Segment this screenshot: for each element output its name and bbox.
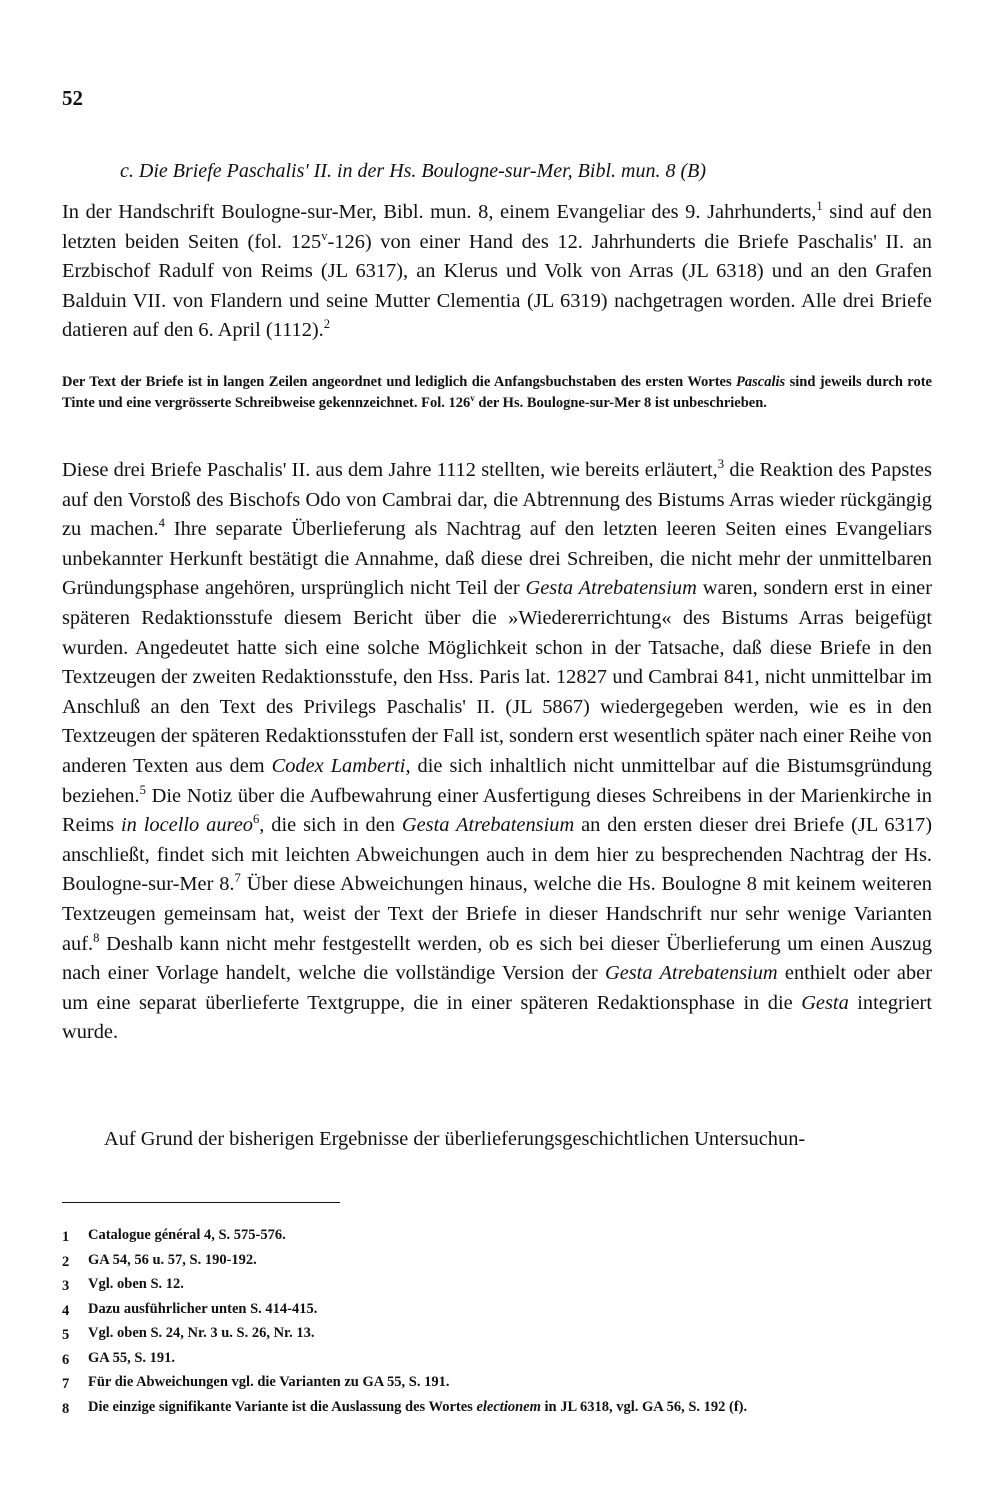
footnote-separator [62,1202,340,1203]
footnote-number: 3 [62,1278,70,1294]
italic-term: Gesta [801,991,849,1014]
footnote-text: Catalogue général 4, S. 575-576. [88,1227,286,1243]
footnote-ref: 8 [93,930,100,945]
text-run: der Hs. Boulogne-sur-Mer 8 ist unbeschrieben. [474,394,767,411]
footnote-ref: 6 [252,812,260,827]
text-run: -126) von einer Hand des 12. Jahrhunderts die Briefe Paschalis' II. an Erzbischof Radulf von Reims (JL 6317), an Klerus und Volk von Arras (JL 6318) und an den Grafen Balduin VII. von Flandern und seine Mutter Clementia (JL 6319) nachgetragen worden. Alle drei Briefe datieren auf den 6. April (1112). [62,230,932,342]
footnote-text: Vgl. oben S. 24, Nr. 3 u. S. 26, Nr. 13. [88,1325,315,1341]
footnote-number: 1 [62,1229,70,1245]
text-run: an den ersten dieser drei Briefe (JL 6317) anschließt, findet sich mit leichten Abweichungen auch in dem hier zu besprechenden Nachtrag der Hs. Boulogne-sur-Mer 8. [62,814,933,896]
verso-mark: v [470,392,475,403]
text-run: Die einzige signifikante Variante ist die Auslassung des Wortes [88,1398,477,1415]
footnote [62,1274,932,1299]
footnote [62,1225,932,1250]
text-run: Diese drei Briefe Paschalis' II. aus dem Jahre 1112 stellten, wie bereits erläutert, [62,459,718,481]
text-run: Ihre separate Überlieferung als Nachtrag auf den letzten leeren Seiten eines Evangeliars unbekannter Herkunft bestätigt die Annahme, daß diese drei Schreiben, die nicht mehr der unmittelbaren Gründungsphase angehören, ursprünglich nicht Teil der [62,518,933,600]
italic-term: Gesta Atrebatensium [604,962,778,985]
text-run: , die sich in den [259,814,402,837]
paragraph-note [62,372,932,413]
footnote-number: 6 [62,1351,70,1368]
text-run: enthielt oder aber um eine separat überlieferte Textgruppe, die in einer späteren Redaktionsphase in die [62,962,932,1014]
footnote-number: 2 [62,1253,70,1270]
paragraph-intro [62,198,932,346]
text-run: sind jeweils durch rote Tinte und eine vergrösserte Schreibweise gekennzeichnet. Fol. 126 [62,374,932,411]
footnote-text: Dazu ausführlicher unten S. 414-415. [88,1300,318,1317]
footnote [62,1397,932,1422]
text-run: in JL 6318, vgl. GA 56, S. 192 (f). [540,1398,748,1415]
paragraph-continued: Auf Grund der bisherigen Ergebnisse der überlieferungsgeschichtlichen Untersuchun- [104,1128,806,1150]
italic-term: electionem [476,1398,541,1415]
footnote [62,1299,932,1324]
footnote-number: 7 [62,1376,70,1392]
footnote-ref: 7 [234,871,241,886]
footnote-number: 4 [62,1302,70,1319]
footnote [62,1348,932,1373]
text-run: , die sich inhaltlich nicht unmittelbar auf die Bistumsgründung beziehen. [62,754,932,807]
text-run: Deshalb kann nicht mehr festgestellt werden, ob es sich bei dieser Überlieferung um einen Auszug nach einer Vorlage handelt, welche die vollständige Version der [62,932,932,985]
footnote-ref: 1 [816,199,823,214]
italic-term: Gesta Atrebatensium [525,577,697,600]
footnote [62,1372,932,1397]
footnote-ref: 2 [323,317,331,332]
footnote [62,1250,932,1275]
footnote-text: GA 55, S. 191. [88,1349,176,1366]
text-run: Der Text der Briefe ist in langen Zeilen angeordnet und lediglich die Anfangsbuchstaben des ersten Wortes [62,374,737,390]
page-number: 52 [62,86,83,110]
footnote-number: 8 [62,1400,70,1417]
footnote-ref: 5 [139,782,146,797]
footnote-text: GA 54, 56 u. 57, S. 190-192. [88,1251,257,1268]
footnote [62,1323,932,1348]
text-run: die Reaktion des Papstes auf den Vorstoß des Bischofs Odo von Cambrai dar, die Abtrennung des Bistums Arras wieder rückgängig zu machen. [62,459,932,541]
verso-mark: v [321,228,328,243]
italic-term: Gesta Atrebatensium [401,814,575,837]
footnote-text: Für die Abweichungen vgl. die Varianten zu GA 55, S. 191. [88,1374,450,1390]
text-run: integriert wurde. [62,991,932,1044]
footnote-ref: 3 [717,457,725,472]
footnote-number: 5 [62,1327,70,1343]
paragraph-main [62,456,932,1048]
text-run: waren, sondern erst in einer späteren Redaktionsstufe diesem Bericht über die »Wiedererrichtung« des Bistums Arras beigefügt wurden. Angedeutet hatte sich eine solche Möglichkeit schon in der Tatsache, daß diese Briefe in den Textzeugen der zweiten Redaktionsstufe, den Hss. Paris lat. 12827 und Cambrai 841, nicht unmittelbar im Anschluß an den Text des Privilegs Paschalis' II. (JL 5867) wiedergegeben werden, wie es in den Textzeugen der späteren Redaktionsstufen der Fall ist, sondern erst wesentlich später nach einer Reihe von anderen Texten aus dem [62,577,932,777]
text-run: Die Notiz über die Aufbewahrung einer Ausfertigung dieses Schreibens in der Marienkirche in Reims [62,784,932,837]
italic-term: Codex Lamberti [271,754,406,777]
footnote-text [88,1397,932,1422]
footnote-ref: 4 [158,516,165,531]
italic-term: in locello aureo [121,814,253,837]
text-run: sind auf den letzten beiden Seiten (fol. 125 [62,201,932,253]
italic-term: Pascalis [736,374,786,390]
text-run: In der Handschrift Boulogne-sur-Mer, Bibl. mun. 8, einem Evangeliar des 9. Jahrhunderts, [62,201,817,223]
section-heading: c. Die Briefe Paschalis' II. in der Hs. Boulogne-sur-Mer, Bibl. mun. 8 (B) [120,160,706,182]
text-run: Über diese Abweichungen hinaus, welche die Hs. Boulogne 8 mit keinem weiteren Textzeugen gemeinsam hat, weist der Text der Briefe in dieser Handschrift nur sehr wenige Varianten auf. [62,873,932,955]
footnote-text: Vgl. oben S. 12. [88,1276,184,1292]
footnotes [62,1225,932,1421]
